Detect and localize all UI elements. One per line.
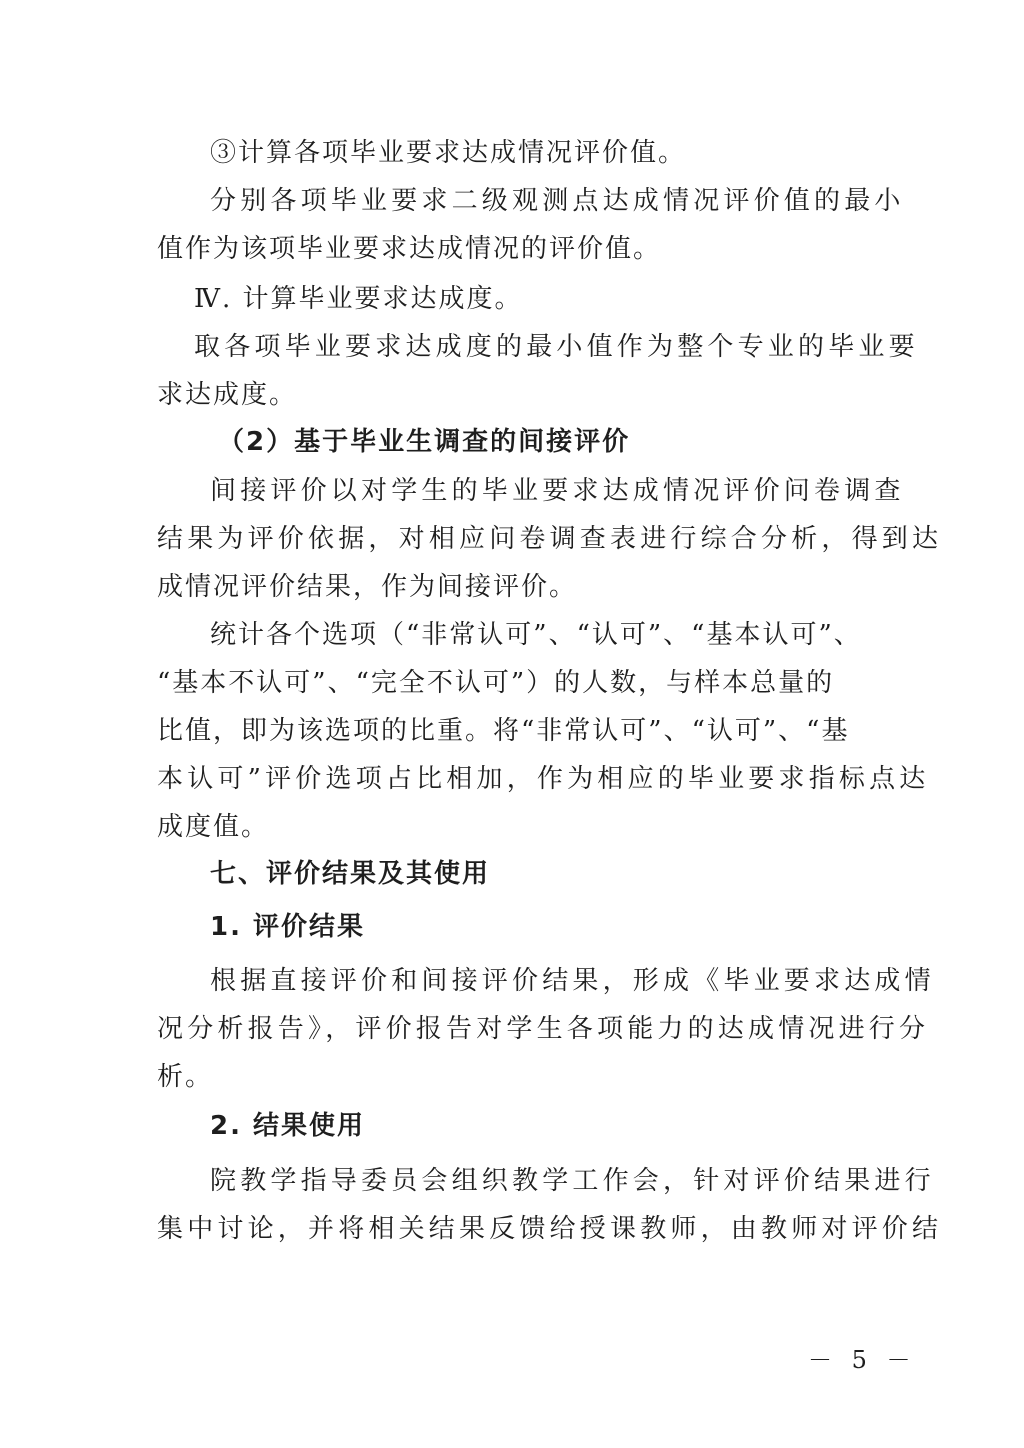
step-iv-heading: Ⅳ. 计算毕业要求达成度。 — [194, 284, 523, 314]
subsection-heading-results-usage: 2. 结果使用 — [210, 1111, 366, 1141]
paragraph-line: 院教学指导委员会组织教学工作会，针对评价结果进行 — [210, 1166, 935, 1196]
paragraph-line: 统计各个选项（“非常认可”、“认可”、“基本认可”、 — [210, 620, 862, 650]
section-heading-results: 七、评价结果及其使用 — [210, 859, 491, 889]
paragraph-line: 间接评价以对学生的毕业要求达成情况评价问卷调查 — [210, 476, 905, 506]
paragraph-line: 结果为评价依据，对相应问卷调查表进行综合分析，得到达 — [157, 524, 943, 554]
paragraph-line: 集中讨论，并将相关结果反馈给授课教师，由教师对评价结 — [157, 1214, 943, 1244]
paragraph-line: 本认可”评价选项占比相加，作为相应的毕业要求指标点达 — [157, 764, 930, 794]
paragraph-line: 成度值。 — [157, 812, 270, 842]
paragraph-line: 析。 — [157, 1062, 214, 1092]
section-heading-indirect-evaluation: （2）基于毕业生调查的间接评价 — [218, 427, 631, 457]
paragraph-line: “基本不认可”、“完全不认可”）的人数，与样本总量的 — [157, 668, 835, 698]
paragraph-line: 比值，即为该选项的比重。将“非常认可”、“认可”、“基 — [157, 716, 850, 746]
paragraph-line: 况分析报告》，评价报告对学生各项能力的达成情况进行分 — [157, 1014, 930, 1044]
paragraph-line: 分别各项毕业要求二级观测点达成情况评价值的最小 — [210, 186, 905, 216]
paragraph-line: 成情况评价结果，作为间接评价。 — [157, 572, 578, 602]
subsection-heading-evaluation-results: 1. 评价结果 — [210, 912, 366, 942]
paragraph-line: 值作为该项毕业要求达成情况的评价值。 — [157, 234, 662, 264]
paragraph-line: 求达成度。 — [157, 380, 298, 410]
paragraph-line: 根据直接评价和间接评价结果，形成《毕业要求达成情 — [210, 966, 935, 996]
step-3-heading: ③计算各项毕业要求达成情况评价值。 — [210, 138, 687, 168]
paragraph-line: 取各项毕业要求达成度的最小值作为整个专业的毕业要 — [194, 332, 919, 362]
page-number: － 5 － — [808, 1346, 917, 1374]
